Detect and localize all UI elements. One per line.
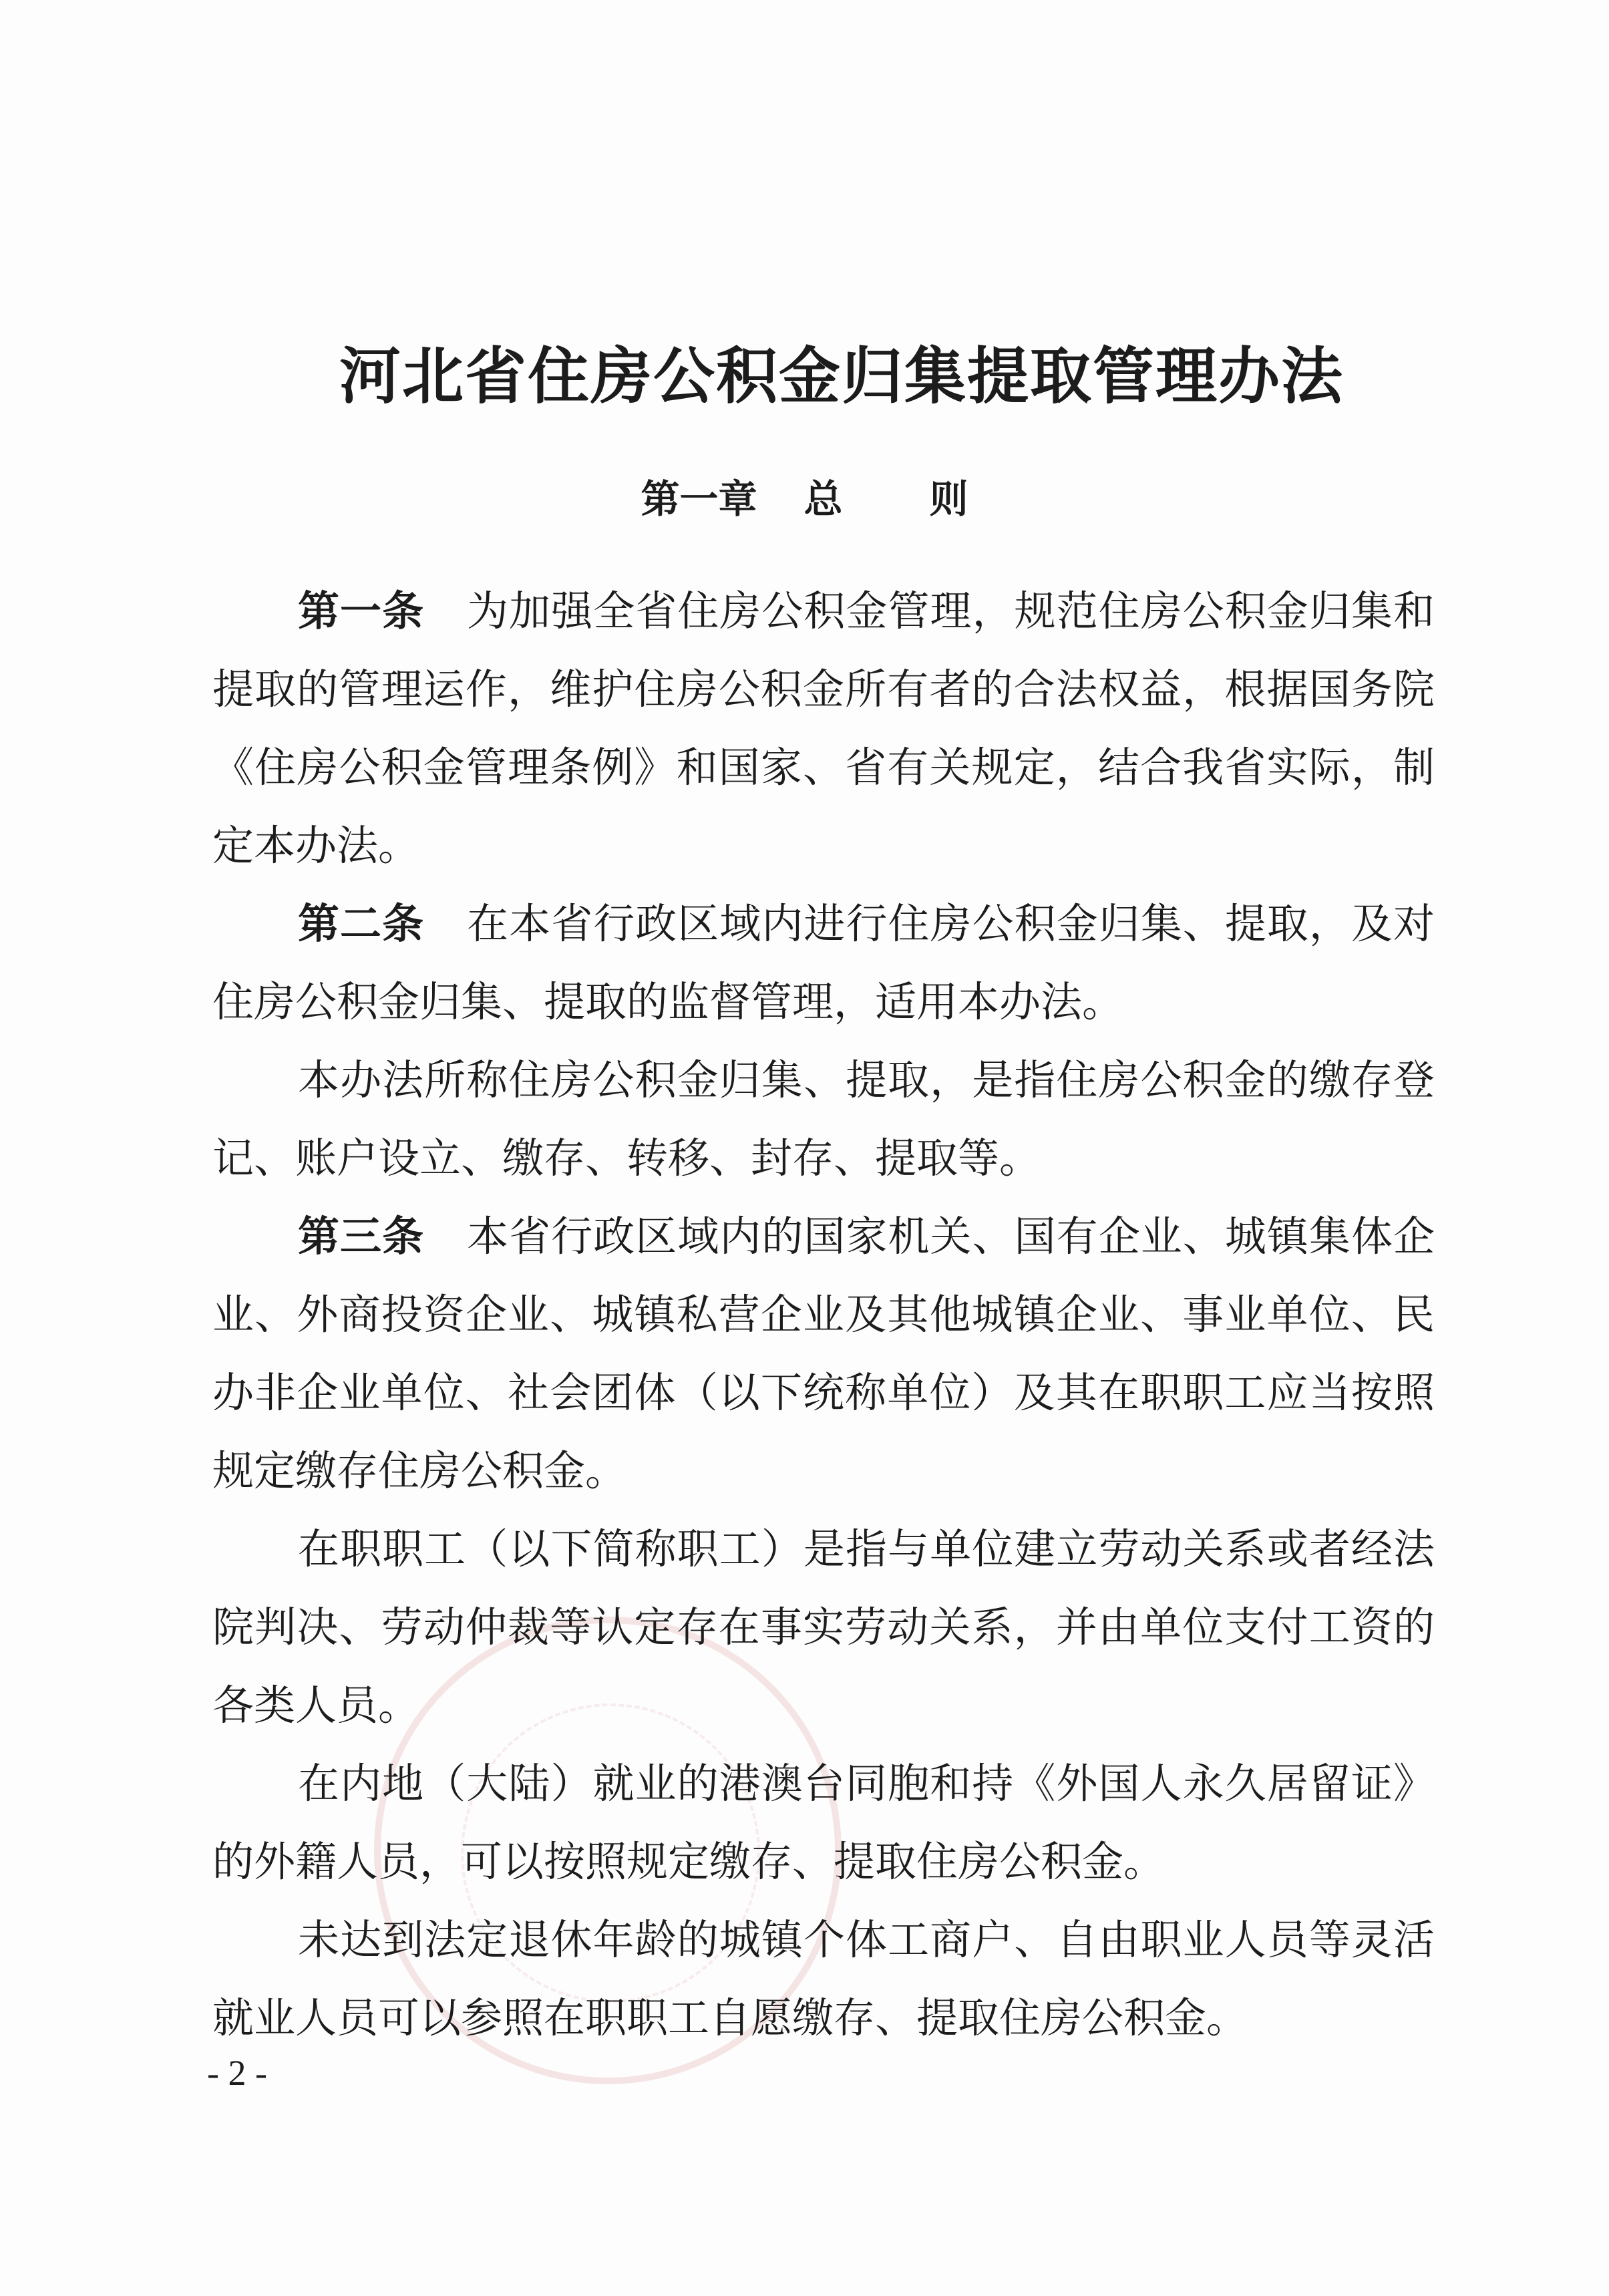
paragraph-text: 在职职工（以下简称职工）是指与单位建立劳动关系或者经法院判决、劳动仲裁等认定存在事实劳动关系，并由单位支付工资的各类人员。 xyxy=(212,1524,1435,1730)
chapter-name-part2: 则 xyxy=(929,476,968,522)
article-paragraph xyxy=(212,572,1435,884)
paragraph-text: 未达到法定退休年龄的城镇个体工商户、自由职业人员等灵活就业人员可以参照在职职工自愿缴存、提取住房公积金。 xyxy=(212,1915,1435,2042)
paragraph-text: 为加强全省住房公积金管理，规范住房公积金归集和提取的管理运作，维护住房公积金所有者的合法权益，根据国务院《住房公积金管理条例》和国家、省有关规定，结合我省实际，制定本办法。 xyxy=(212,587,1435,870)
chapter-name-part1: 总 xyxy=(803,476,843,522)
paragraph-text: 在内地（大陆）就业的港澳台同胞和持《外国人永久居留证》的外籍人员，可以按照规定缴存、提取住房公积金。 xyxy=(212,1759,1435,1886)
article-paragraph xyxy=(212,1197,1435,1510)
chapter-heading xyxy=(0,468,1609,524)
paragraph xyxy=(212,1744,1435,1901)
article-label: 第二条 xyxy=(298,899,425,948)
paragraph xyxy=(212,1510,1435,1744)
paragraph-text: 本办法所称住房公积金归集、提取，是指住房公积金的缴存登记、账户设立、缴存、转移、封存、提取等。 xyxy=(212,1055,1435,1182)
paragraph-text: 在本省行政区域内进行住房公积金归集、提取，及对住房公积金归集、提取的监督管理，适用本办法。 xyxy=(212,899,1435,1026)
article-label: 第一条 xyxy=(298,587,425,635)
paragraph xyxy=(212,1901,1435,2057)
page-number: - 2 - xyxy=(207,2053,267,2093)
article-label: 第三条 xyxy=(298,1212,425,1261)
paragraph xyxy=(212,1041,1435,1197)
article-paragraph xyxy=(212,884,1435,1041)
document-body xyxy=(212,572,1435,2057)
paragraph-text: 本省行政区域内的国家机关、国有企业、城镇集体企业、外商投资企业、城镇私营企业及其他城镇企业、事业单位、民办非企业单位、社会团体（以下统称单位）及其在职职工应当按照规定缴存住房公积金。 xyxy=(212,1212,1435,1495)
chapter-number: 第一章 xyxy=(641,476,757,522)
document-title: 河北省住房公积金归集提取管理办法 xyxy=(339,340,1344,412)
